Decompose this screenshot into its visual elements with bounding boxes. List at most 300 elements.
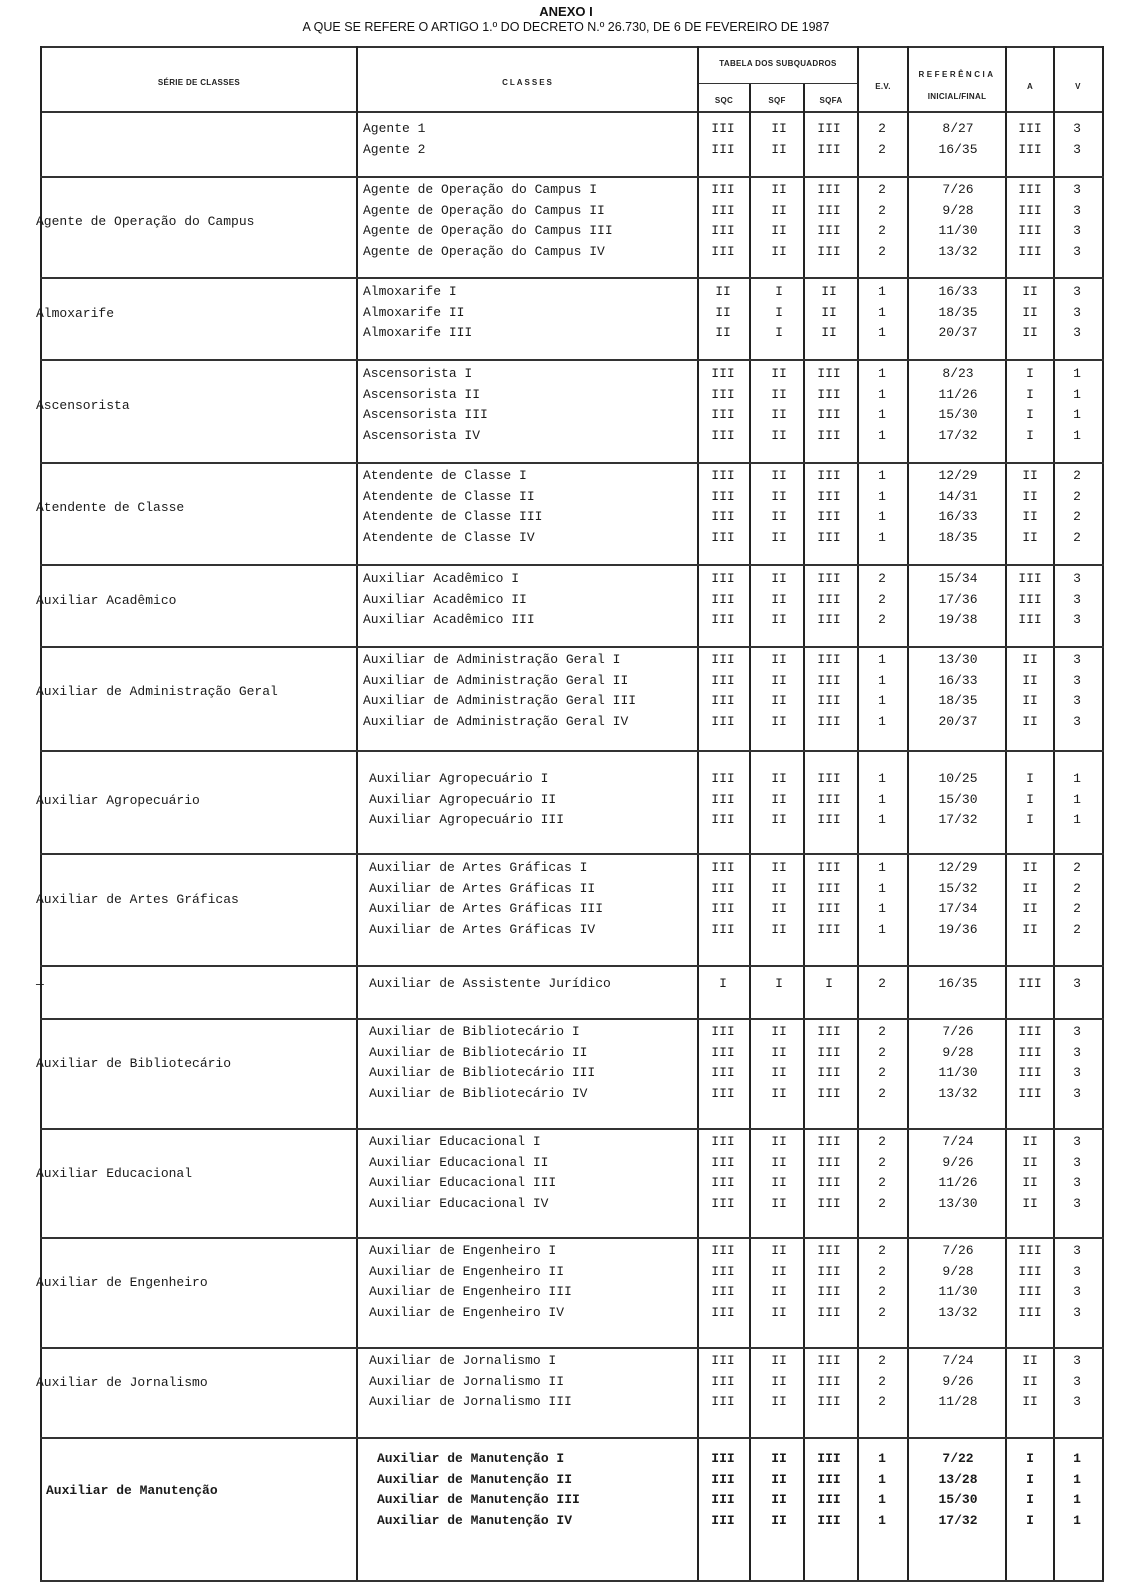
header-classes: CLASSES [502, 78, 554, 87]
referencia-value: 7/24 [942, 1134, 974, 1149]
sqc-value: III [711, 529, 735, 545]
referencia-value: 10/25 [938, 771, 978, 786]
sqf-value: II [771, 386, 787, 402]
sqf-value: II [771, 141, 787, 157]
class-name: Auxiliar Educacional I [369, 1134, 541, 1149]
sqc-value: III [711, 921, 735, 937]
sqf-value: II [771, 243, 787, 259]
v-value: 3 [1073, 1394, 1081, 1409]
sqf-value: II [771, 1284, 787, 1299]
sqc-value: III [711, 141, 735, 157]
sqc-value: III [711, 1175, 735, 1190]
ev-value: 2 [878, 1263, 886, 1279]
sqf-value: II [771, 1373, 787, 1389]
sqf-value: II [771, 901, 787, 916]
referencia-value: 19/36 [938, 921, 978, 937]
sqc-value: III [711, 693, 735, 708]
sqfa-value: III [817, 468, 841, 483]
sqf-value: I [775, 284, 783, 299]
sqf-value: II [771, 1175, 787, 1190]
sqc-value: III [711, 1024, 735, 1039]
a-value: II [1022, 1373, 1038, 1389]
ev-value: 2 [878, 1134, 886, 1149]
ev-value: 1 [878, 509, 886, 524]
sqc-value: III [711, 791, 735, 807]
ev-value: 1 [878, 672, 886, 688]
v-value: 1 [1073, 386, 1081, 402]
class-name: Auxiliar Educacional III [369, 1175, 557, 1190]
referencia-value: 12/29 [938, 468, 978, 483]
sqf-value: II [771, 1065, 787, 1080]
v-value: 1 [1073, 771, 1081, 786]
sqc-value: III [711, 182, 735, 197]
referencia-value: 9/28 [942, 1044, 974, 1060]
class-name: Auxiliar Agropecuário II [369, 791, 557, 807]
sqf-value: II [771, 1195, 787, 1211]
a-value: II [1022, 1353, 1038, 1368]
sqf-value: II [771, 591, 787, 607]
ev-value: 2 [878, 1085, 886, 1101]
class-name: Auxiliar de Manutenção II [377, 1471, 573, 1487]
ev-value: 1 [878, 386, 886, 402]
v-value: 2 [1073, 921, 1081, 937]
sqfa-value: III [817, 1394, 841, 1409]
sqf-value: II [771, 921, 787, 937]
sqc-value: III [711, 571, 735, 586]
serie-label: Auxiliar de Administração Geral [36, 684, 278, 699]
ev-value: 2 [878, 1024, 886, 1039]
class-name: Agente de Operação do Campus II [363, 202, 605, 218]
group-separator [40, 965, 1104, 967]
sqfa-value: III [817, 1134, 841, 1149]
v-value: 2 [1073, 468, 1081, 483]
a-value: II [1022, 509, 1038, 524]
sqf-value: II [771, 468, 787, 483]
ev-value: 2 [878, 243, 886, 259]
referencia-value: 11/26 [938, 386, 978, 402]
ev-value: 1 [878, 713, 886, 729]
referencia-value: 9/28 [942, 202, 974, 218]
class-name: Auxiliar de Assistente Jurídico [369, 976, 611, 991]
sqf-value: II [771, 488, 787, 504]
sqfa-value: III [817, 427, 841, 443]
a-value: I [1026, 1471, 1034, 1487]
sqfa-value: III [817, 509, 841, 524]
sqfa-value: III [817, 1195, 841, 1211]
v-value: 3 [1073, 1044, 1081, 1060]
header-serie-de-classes: SÉRIE DE CLASSES [157, 78, 241, 87]
sqfa-value: III [817, 407, 841, 422]
sqc-value: III [711, 1492, 735, 1507]
referencia-value: 17/34 [938, 901, 978, 916]
sqfa-value: III [817, 386, 841, 402]
ev-value: 2 [878, 1175, 886, 1190]
sqc-value: III [711, 243, 735, 259]
sqc-value: II [715, 304, 731, 320]
group-separator [40, 1437, 1104, 1439]
a-value: II [1022, 1195, 1038, 1211]
serie-label: Almoxarife [36, 305, 115, 321]
a-value: II [1022, 860, 1038, 875]
a-value: II [1022, 880, 1038, 896]
a-value: III [1018, 1065, 1042, 1080]
referencia-value: 16/33 [938, 509, 978, 524]
ev-value: 1 [878, 366, 886, 381]
a-value: II [1022, 1154, 1038, 1170]
class-name: Atendente de Classe IV [363, 529, 535, 545]
sqf-value: II [771, 713, 787, 729]
class-name: Auxiliar de Bibliotecário III [369, 1065, 596, 1080]
ev-value: 1 [878, 304, 886, 320]
group-separator [40, 750, 1104, 752]
class-name: Almoxarife I [363, 284, 457, 299]
a-value: III [1018, 202, 1042, 218]
a-value: II [1022, 713, 1038, 729]
ev-value: 2 [878, 223, 886, 238]
a-value: II [1022, 529, 1038, 545]
ev-value: 2 [878, 571, 886, 586]
sqfa-value: III [817, 1451, 841, 1466]
serie-label: Auxiliar Agropecuário [36, 792, 200, 808]
sqfa-value: III [817, 202, 841, 218]
group-separator [40, 853, 1104, 855]
group-separator [40, 1347, 1104, 1349]
serie-label: Auxiliar de Artes Gráficas [36, 892, 239, 907]
class-name: Atendente de Classe I [363, 468, 527, 483]
v-value: 3 [1073, 1195, 1081, 1211]
class-name: Almoxarife III [363, 325, 473, 340]
referencia-value: 15/32 [938, 880, 978, 896]
sqc-value: III [711, 1263, 735, 1279]
a-value: I [1026, 771, 1034, 786]
ev-value: 2 [878, 141, 886, 157]
subquadros-divider [698, 83, 858, 84]
serie-label: Auxiliar de Jornalismo [36, 1374, 208, 1390]
sqf-value: II [771, 771, 787, 786]
a-value: I [1026, 1512, 1034, 1528]
sqc-value: III [711, 1044, 735, 1060]
referencia-value: 9/26 [942, 1373, 974, 1389]
class-name: Auxiliar Educacional IV [369, 1195, 549, 1211]
v-value: 3 [1073, 202, 1081, 218]
a-value: II [1022, 488, 1038, 504]
sqf-value: II [771, 880, 787, 896]
sqc-value: III [711, 901, 735, 916]
sqc-value: III [711, 1373, 735, 1389]
header-sqfa: SQFA [819, 96, 843, 105]
sqf-value: II [771, 571, 787, 586]
sqfa-value: III [817, 1175, 841, 1190]
a-value: II [1022, 1175, 1038, 1190]
class-name: Auxiliar de Bibliotecário II [369, 1044, 588, 1060]
class-name: Ascensorista I [363, 366, 473, 381]
referencia-value: 16/33 [938, 284, 978, 299]
referencia-value: 18/35 [938, 529, 978, 545]
v-value: 1 [1073, 427, 1081, 443]
referencia-value: 15/30 [938, 407, 978, 422]
sqfa-value: III [817, 182, 841, 197]
ev-value: 1 [878, 284, 886, 299]
ev-value: 1 [878, 325, 886, 340]
ev-value: 2 [878, 1044, 886, 1060]
ev-value: 2 [878, 591, 886, 607]
referencia-value: 18/35 [938, 304, 978, 320]
v-value: 3 [1073, 693, 1081, 708]
sqf-value: II [771, 529, 787, 545]
referencia-value: 11/30 [938, 223, 978, 238]
ev-value: 1 [878, 529, 886, 545]
class-name: Auxiliar de Engenheiro III [369, 1284, 572, 1299]
referencia-value: 19/38 [938, 612, 978, 627]
a-value: I [1026, 366, 1034, 381]
class-name: Auxiliar de Jornalismo II [369, 1373, 565, 1389]
a-value: II [1022, 693, 1038, 708]
a-value: II [1022, 284, 1038, 299]
sqc-value: III [711, 1304, 735, 1320]
referencia-value: 15/30 [938, 791, 978, 807]
group-separator [40, 359, 1104, 361]
sqc-value: I [719, 976, 727, 991]
sqc-value: II [715, 325, 731, 340]
v-value: 3 [1073, 713, 1081, 729]
v-value: 2 [1073, 529, 1081, 545]
class-name: Ascensorista III [363, 407, 488, 422]
sqc-value: III [711, 1512, 735, 1528]
referencia-value: 11/26 [938, 1175, 978, 1190]
sqc-value: III [711, 223, 735, 238]
sqfa-value: III [817, 791, 841, 807]
sqf-value: II [771, 223, 787, 238]
group-separator [40, 277, 1104, 279]
sqf-value: II [771, 860, 787, 875]
sqc-value: III [711, 202, 735, 218]
a-value: III [1018, 243, 1042, 259]
a-value: I [1026, 386, 1034, 402]
referencia-value: 20/37 [938, 325, 978, 340]
ev-value: 2 [878, 976, 886, 991]
serie-label: Auxiliar Acadêmico [36, 592, 177, 608]
sqfa-value: III [817, 1154, 841, 1170]
group-separator [40, 1018, 1104, 1020]
v-value: 3 [1073, 1154, 1081, 1170]
v-value: 2 [1073, 860, 1081, 875]
sqc-value: II [715, 284, 731, 299]
a-value: III [1018, 1085, 1042, 1101]
sqfa-value: I [825, 976, 833, 991]
sqc-value: III [711, 366, 735, 381]
sqfa-value: III [817, 693, 841, 708]
ev-value: 1 [878, 921, 886, 937]
v-value: 1 [1073, 407, 1081, 422]
document-subtitle: A QUE SE REFERE O ARTIGO 1.º DO DECRETO N.º 26.730, DE 6 DE FEVEREIRO DE 1987 [302, 20, 830, 34]
class-name: Auxiliar Acadêmico II [363, 591, 527, 607]
class-name: Auxiliar de Artes Gráficas III [369, 901, 604, 916]
a-value: II [1022, 468, 1038, 483]
sqf-value: II [771, 366, 787, 381]
v-value: 3 [1073, 325, 1081, 340]
ev-value: 2 [878, 1304, 886, 1320]
referencia-value: 16/35 [938, 141, 978, 157]
sqf-value: II [771, 509, 787, 524]
sqfa-value: III [817, 713, 841, 729]
sqfa-value: III [817, 141, 841, 157]
ev-value: 1 [878, 901, 886, 916]
a-value: I [1026, 1492, 1034, 1507]
sqfa-value: III [817, 921, 841, 937]
sqfa-value: III [817, 771, 841, 786]
sqfa-value: III [817, 1044, 841, 1060]
sqfa-value: III [817, 529, 841, 545]
header-tabela-subquadros: TABELA DOS SUBQUADROS [719, 59, 837, 68]
a-value: I [1026, 812, 1034, 827]
sqc-value: III [711, 1451, 735, 1466]
ev-value: 2 [878, 1243, 886, 1258]
sqf-value: II [771, 121, 787, 136]
sqf-value: II [771, 693, 787, 708]
v-value: 1 [1073, 1512, 1081, 1528]
sqc-value: III [711, 1394, 735, 1409]
a-value: I [1026, 791, 1034, 807]
v-value: 3 [1073, 1024, 1081, 1039]
v-value: 1 [1073, 812, 1081, 827]
sqf-value: II [771, 1471, 787, 1487]
sqf-value: II [771, 1263, 787, 1279]
serie-label: Auxiliar de Bibliotecário [36, 1056, 232, 1071]
ev-value: 1 [878, 1471, 886, 1487]
v-value: 3 [1073, 1373, 1081, 1389]
table-top-border [40, 46, 1104, 48]
sqf-value: II [771, 1353, 787, 1368]
sqc-value: III [711, 880, 735, 896]
referencia-value: 13/28 [938, 1471, 978, 1487]
referencia-value: 7/26 [942, 1243, 974, 1258]
group-separator [40, 462, 1104, 464]
sqc-value: III [711, 121, 735, 136]
sqfa-value: III [817, 488, 841, 504]
class-name: Auxiliar de Administração Geral III [363, 693, 637, 708]
v-value: 3 [1073, 1263, 1081, 1279]
referencia-value: 13/30 [938, 1195, 978, 1211]
sqc-value: III [711, 1243, 735, 1258]
referencia-value: 17/32 [938, 812, 978, 827]
sqf-value: II [771, 202, 787, 218]
sqfa-value: III [817, 243, 841, 259]
v-value: 1 [1073, 791, 1081, 807]
v-value: 3 [1073, 652, 1081, 667]
a-value: I [1026, 427, 1034, 443]
class-name: Auxiliar Educacional II [369, 1154, 549, 1170]
v-value: 3 [1073, 672, 1081, 688]
sqc-value: III [711, 386, 735, 402]
a-value: II [1022, 652, 1038, 667]
a-value: III [1018, 223, 1042, 238]
referencia-value: 8/27 [942, 121, 974, 136]
referencia-value: 16/33 [938, 672, 978, 688]
referencia-value: 7/24 [942, 1353, 974, 1368]
v-value: 3 [1073, 1243, 1081, 1258]
sqc-value: III [711, 1471, 735, 1487]
a-value: II [1022, 672, 1038, 688]
a-value: III [1018, 612, 1042, 627]
sqc-value: III [711, 1134, 735, 1149]
sqc-value: III [711, 1353, 735, 1368]
class-name: Auxiliar de Bibliotecário IV [369, 1085, 588, 1101]
sqfa-value: II [821, 325, 837, 340]
sqf-value: II [771, 1044, 787, 1060]
v-value: 1 [1073, 366, 1081, 381]
sqfa-value: III [817, 901, 841, 916]
class-name: Auxiliar de Artes Gráficas IV [369, 921, 596, 937]
v-value: 2 [1073, 880, 1081, 896]
a-value: III [1018, 182, 1042, 197]
serie-label: Atendente de Classe [36, 500, 185, 515]
v-value: 3 [1073, 284, 1081, 299]
sqf-value: II [771, 791, 787, 807]
sqc-value: III [711, 591, 735, 607]
serie-label: Agente de Operação do Campus [36, 214, 255, 229]
v-value: 3 [1073, 612, 1081, 627]
sqf-value: II [771, 652, 787, 667]
v-value: 1 [1073, 1492, 1081, 1507]
referencia-value: 11/30 [938, 1284, 978, 1299]
sqf-value: I [775, 976, 783, 991]
ev-value: 2 [878, 1353, 886, 1368]
referencia-value: 17/36 [938, 591, 978, 607]
ev-value: 1 [878, 407, 886, 422]
sqf-value: II [771, 1394, 787, 1409]
sqfa-value: III [817, 880, 841, 896]
a-value: II [1022, 921, 1038, 937]
sqf-value: II [771, 672, 787, 688]
a-value: III [1018, 571, 1042, 586]
group-separator [40, 646, 1104, 648]
sqf-value: I [775, 304, 783, 320]
v-value: 3 [1073, 182, 1081, 197]
ev-value: 1 [878, 860, 886, 875]
sqf-value: II [771, 1243, 787, 1258]
sqf-value: I [775, 325, 783, 340]
a-value: II [1022, 901, 1038, 916]
header-sqc: SQC [714, 96, 734, 105]
a-value: III [1018, 121, 1042, 136]
v-value: 3 [1073, 591, 1081, 607]
v-value: 3 [1073, 1353, 1081, 1368]
a-value: III [1018, 1284, 1042, 1299]
v-value: 3 [1073, 1134, 1081, 1149]
ev-value: 2 [878, 182, 886, 197]
sqc-value: III [711, 488, 735, 504]
ev-value: 1 [878, 693, 886, 708]
sqc-value: III [711, 771, 735, 786]
v-value: 1 [1073, 1471, 1081, 1487]
a-value: I [1026, 407, 1034, 422]
document-title: ANEXO I [539, 4, 593, 19]
sqfa-value: III [817, 121, 841, 136]
sqfa-value: III [817, 612, 841, 627]
ev-value: 1 [878, 1512, 886, 1528]
sqfa-value: III [817, 1492, 841, 1507]
class-name: Auxiliar Acadêmico III [363, 612, 535, 627]
referencia-value: 17/32 [938, 427, 978, 443]
a-value: III [1018, 1044, 1042, 1060]
ev-value: 1 [878, 812, 886, 827]
class-name: Auxiliar de Administração Geral II [363, 672, 629, 688]
sqc-value: III [711, 672, 735, 688]
group-separator [40, 1580, 1104, 1582]
sqf-value: II [771, 1085, 787, 1101]
class-name: Agente 1 [363, 121, 426, 136]
class-name: Auxiliar de Manutenção I [377, 1451, 565, 1466]
